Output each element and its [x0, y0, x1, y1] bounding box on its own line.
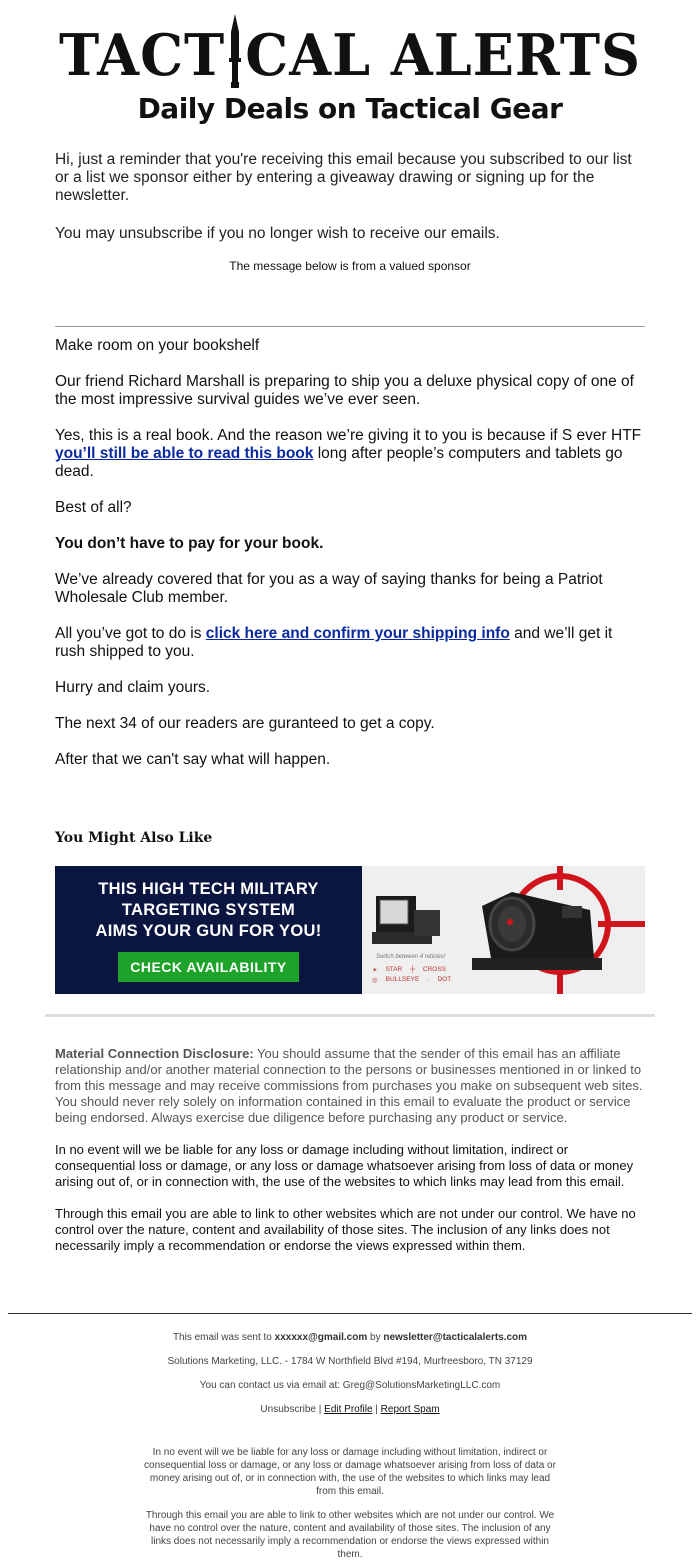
message-emphasis: You don’t have to pay for your book. — [55, 535, 324, 552]
ad-banner-text-panel[interactable] — [55, 866, 362, 994]
contact-line: You can contact us via email at: Greg@SolutionsMarketingLLC.com — [199, 1380, 501, 1391]
recipient-email: xxxxxx@gmail.com — [274, 1332, 368, 1343]
unsubscribe-note: You may unsubscribe if you no longer wish to receive our emails. — [55, 225, 500, 242]
brand-tagline: Daily Deals on Tactical Gear — [137, 92, 563, 125]
reticle-options-row1: ✶ STAR ┼ CROSS — [372, 966, 447, 974]
footer-links: Unsubscribe | Edit Profile | Report Spam — [260, 1404, 440, 1415]
reticle-bullseye-icon: ◎ — [372, 977, 378, 984]
reticle-cross-icon: ┼ — [410, 966, 415, 973]
intro-section — [55, 151, 645, 275]
unsubscribe-link[interactable]: Unsubscribe — [260, 1404, 316, 1415]
liability-notice: In no event will we be liable for any loss or damage including without limitation, indirect or consequential loss or damage, or any loss or damage whatsoever arising from loss of data or money arising out of, or in connection with, the use of the websites to which links may lead from this email. — [55, 1142, 634, 1189]
footer-legal — [140, 1446, 560, 1561]
message-paragraph: Our friend Richard Marshall is preparing to ship you a deluxe physical copy of one of the most impressive survival guides we’ve ever seen. — [55, 373, 634, 408]
check-availability-button[interactable]: CHECK AVAILABILITY — [118, 952, 299, 982]
sponsor-message — [55, 337, 645, 787]
reticle-options-row2: ◎ BULLSEYE · DOT — [372, 976, 452, 984]
sponsor-note: The message below is from a valued sponsor — [229, 259, 471, 273]
message-paragraph: All you’ve got to do is click here and confirm your shipping info and we’ll get it rush shipped to you. — [55, 625, 613, 660]
message-paragraph: Yes, this is a real book. And the reason we’re giving it to you is because if S ever HTF you’ll still be able to read this book long after people’s computers and tablets go dead. — [55, 427, 642, 480]
brand-logo[interactable] — [59, 14, 641, 90]
footer-links-notice: Through this email you are able to link to other websites which are not under our control. We have no control over the nature, content and availability of those sites. The inclusion of any links does not necessarily imply a recommendation or endorse the views expressed within them. — [145, 1510, 555, 1560]
divider — [55, 326, 645, 327]
reticle-star-icon: ✶ — [372, 967, 378, 974]
ad-product-image[interactable] — [362, 866, 645, 994]
reticle-dot-icon: · — [427, 976, 430, 983]
edit-profile-link[interactable]: Edit Profile — [324, 1404, 373, 1415]
reticle-caption: Switch between 4 reticles! — [376, 954, 446, 960]
sender-email: newsletter@tacticalalerts.com — [383, 1332, 528, 1343]
ad-headline: THIS HIGH TECH MILITARY TARGETING SYSTEM AIMS YOUR GUN FOR YOU! — [95, 879, 322, 940]
divider — [8, 1313, 692, 1314]
subscription-reminder: Hi, just a reminder that you're receiving this email because you subscribed to our list or a list we sponsor either by entering a giveaway drawing or signing up for the newsletter. — [55, 151, 632, 204]
message-paragraph: Best of all? — [55, 499, 132, 516]
confirm-shipping-link[interactable]: click here and confirm your shipping info — [205, 625, 510, 642]
message-paragraph: The next 34 of our readers are guranteed to get a copy. — [55, 715, 435, 732]
footer-liability: In no event will we be liable for any loss or damage including without limitation, indirect or consequential loss or damage, or any loss or damage whatsoever arising from loss of data or money arising out of, or in connection with, the use of the websites to which links may lead from this email. — [144, 1447, 556, 1497]
message-paragraph: Hurry and claim yours. — [55, 679, 211, 696]
read-book-link[interactable]: you’ll still be able to read this book — [55, 445, 314, 462]
company-address: Solutions Marketing, LLC. - 1784 W Northfield Blvd #194, Murfreesboro, TN 37129 — [167, 1356, 533, 1367]
knife-icon — [228, 14, 242, 90]
also-like-heading: You Might Also Like — [55, 830, 213, 846]
sent-to-line: This email was sent to xxxxxx@gmail.com by newsletter@tacticalalerts.com — [172, 1332, 528, 1343]
material-connection-disclosure: Material Connection Disclosure: You should assume that the sender of this email has an affiliate relationship and/or another material connection to the persons or businesses mentioned in or linked to from this message and may receive commissions from purchases you make on subsequent web sites. You should never rely solely on information contained in this email to evaluate the product or service being endorsed. Always exercise due diligence before purchasing any product or service. — [55, 1046, 643, 1125]
message-heading: Make room on your bookshelf — [55, 337, 260, 354]
brand-name-right: CAL ALERTS — [245, 21, 642, 89]
brand-name-left: TACT — [58, 21, 226, 89]
external-links-notice: Through this email you are able to link to other websites which are not under our control. We have no control over the nature, content and availability of those sites. The inclusion of any links does not necessarily imply a recommendation or endorse the views expressed within them. — [55, 1206, 636, 1253]
email-footer — [0, 1331, 700, 1563]
message-paragraph: We’ve already covered that for you as a way of saying thanks for being a Patriot Wholesale Club member. — [55, 571, 603, 606]
ad-banner[interactable] — [55, 866, 645, 994]
disclosure-section — [55, 1046, 647, 1270]
email-header — [0, 0, 700, 130]
red-dot-sight-icon — [362, 866, 645, 994]
divider — [45, 1014, 655, 1017]
message-paragraph: After that we can't say what will happen. — [55, 751, 331, 768]
report-spam-link[interactable]: Report Spam — [380, 1404, 440, 1415]
